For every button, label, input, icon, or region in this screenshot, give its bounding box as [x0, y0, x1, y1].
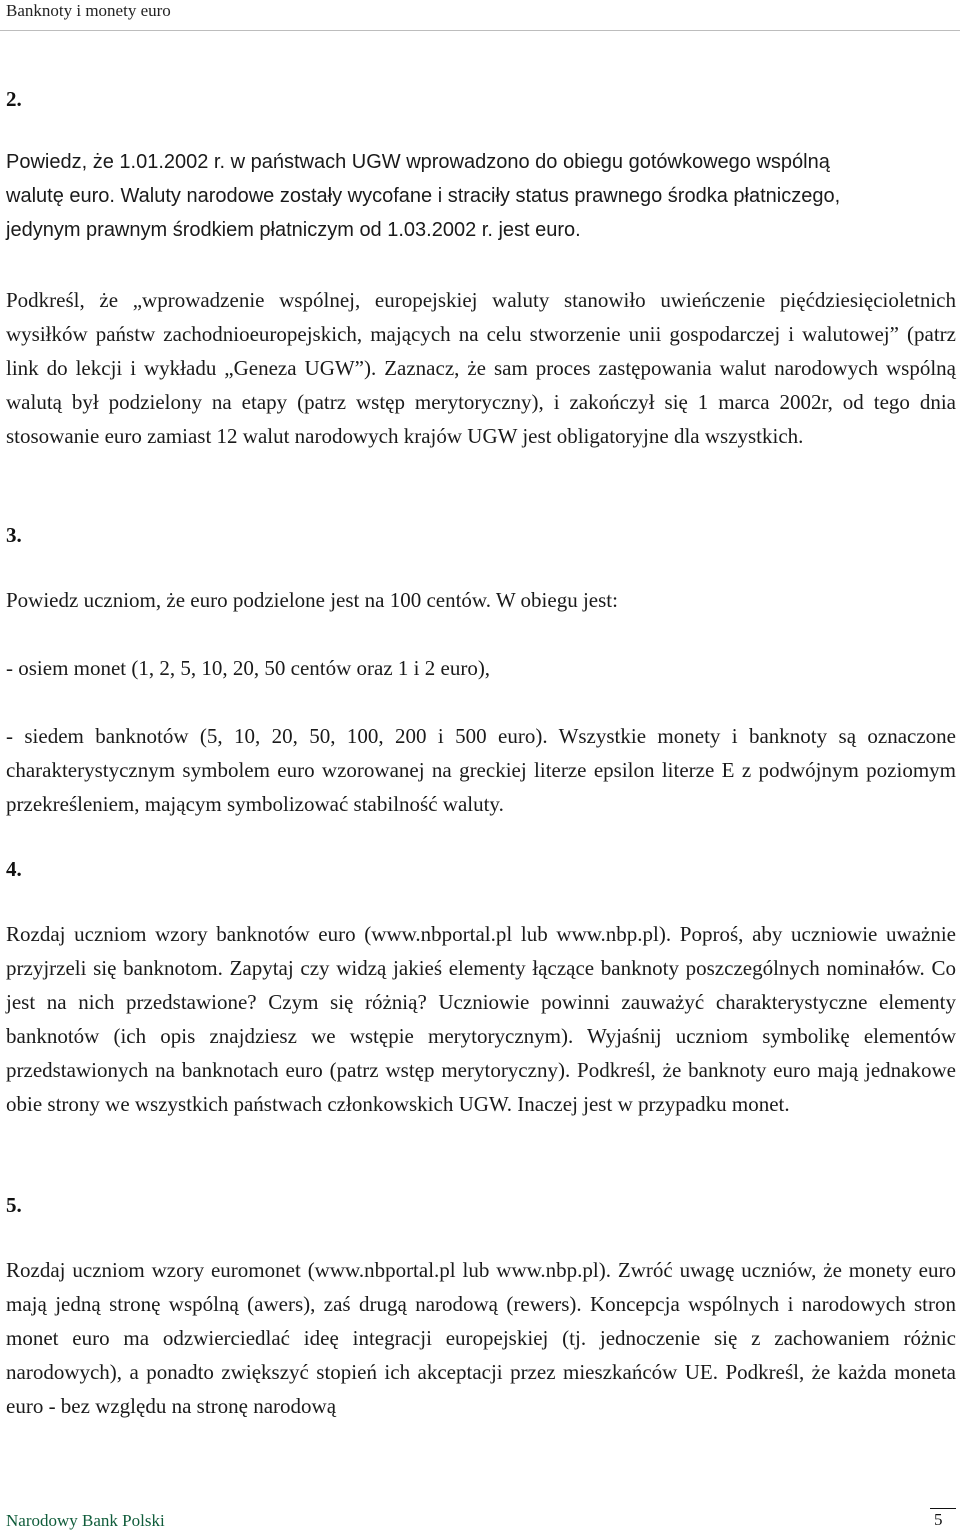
- section-number-3: 3.: [6, 523, 22, 547]
- section-2-paragraph-1-line-3: jedynym prawnym środkiem płatniczym od 1.03.2002 r. jest euro.: [6, 219, 581, 241]
- section-2-paragraph-1-line-1: Powiedz, że 1.01.2002 r. w państwach UGW wprowadzono do obiegu gotówkowego wspólną: [6, 151, 830, 173]
- section-5-paragraph-1: Rozdaj uczniom wzory euromonet (www.nbportal.pl lub www.nbp.pl). Zwróć uwagę uczniów, że monety euro mają jedną stronę wspólną (awers), zaś drugą narodową (rewers). Koncepcja wspólnych i narodowych stron monet euro ma odzwierciedlać ideę integracji europejskiej (tj. jednoczenie się z zachowaniem różnic narodowych), a ponadto zwiększyć stopień ich akceptacji przez mieszkańców UE. Podkreśl, że każda moneta euro - bez względu na stronę narodową: [6, 1258, 956, 1418]
- page-number-divider: [930, 1508, 956, 1509]
- section-3-paragraph-3: - siedem banknotów (5, 10, 20, 50, 100, 200 i 500 euro). Wszystkie monety i banknoty są oznaczone charakterystycznym symbolem euro wzorowanej na greckiej literze epsilon literze E z podwójnym poziomym przekreśleniem, mającym symbolizować stabilność waluty.: [6, 724, 956, 816]
- section-number-2: 2.: [6, 87, 22, 111]
- section-2-paragraph-1: [6, 145, 956, 247]
- section-3-paragraph-1: Powiedz uczniom, że euro podzielone jest na 100 centów. W obiegu jest:: [6, 588, 618, 612]
- section-number-5: 5.: [6, 1193, 22, 1217]
- section-2-paragraph-1-line-2: walutę euro. Waluty narodowe zostały wycofane i straciły status prawnego środka płatniczego,: [6, 185, 841, 207]
- header-divider: [0, 30, 960, 31]
- footer-organization: Narodowy Bank Polski: [6, 1511, 165, 1530]
- section-4-paragraph-1: Rozdaj uczniom wzory banknotów euro (www.nbportal.pl lub www.nbp.pl). Poproś, aby uczniowie uważnie przyjrzeli się banknotom. Zapytaj czy widzą jakieś elementy łączące banknoty poszczególnych nominałów. Co jest na nich przedstawione? Czym się różnią? Uczniowie powinni zauważyć charakterystyczne elementy banknotów (ich opis znajdziesz we wstępie merytorycznym). Wyjaśnij uczniom symbolikę elementów przedstawionych na banknotach euro (patrz wstęp merytoryczny). Podkreśl, że banknoty euro mają jednakowe obie strony we wszystkich państwach członkowskich UGW. Inaczej jest w przypadku monet.: [6, 922, 956, 1116]
- page-number: 5: [934, 1510, 943, 1529]
- section-3-paragraph-2: - osiem monet (1, 2, 5, 10, 20, 50 centów oraz 1 i 2 euro),: [6, 656, 491, 680]
- running-header: Banknoty i monety euro: [6, 1, 171, 20]
- section-2-paragraph-2: Podkreśl, że „wprowadzenie wspólnej, europejskiej waluty stanowiło uwieńczenie pięćdziesięcioletnich wysiłków państw zachodnioeuropejskich, mających na celu stworzenie unii gospodarczej i walutowej” (patrz link do lekcji i wykładu „Geneza UGW”). Zaznacz, że sam proces zastępowania walut narodowych wspólną walutą był podzielony na etapy (patrz wstęp merytoryczny), i zakończył się 1 marca 2002r, od tego dnia stosowanie euro zamiast 12 walut narodowych krajów UGW jest obligatoryjne dla wszystkich.: [6, 288, 956, 448]
- section-number-4: 4.: [6, 857, 22, 881]
